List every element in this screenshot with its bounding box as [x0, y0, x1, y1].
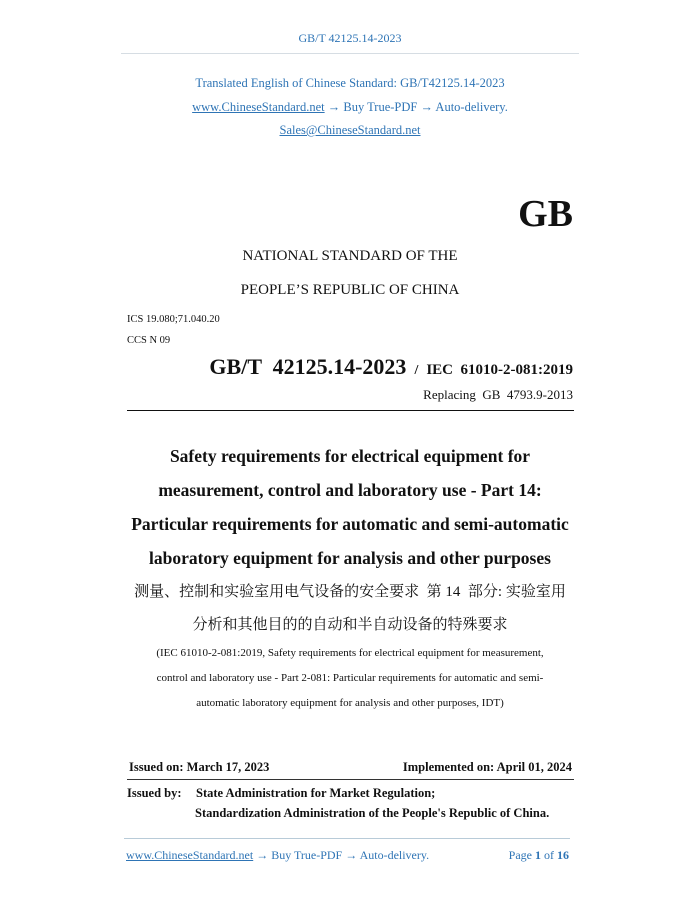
implemented-date: Implemented on: April 01, 2024 [402, 760, 572, 774]
dates-divider [127, 779, 574, 780]
standard-number: GB/T 42125.14-2023 [209, 354, 407, 379]
issued-date: Issued on: March 17, 2023 [129, 760, 270, 774]
gb-logo: GB [518, 193, 573, 235]
header-divider [121, 53, 579, 54]
title-zh-2: 分析和其他目的的自动和半自动设备的特殊要求 [192, 617, 508, 633]
ics-code: ICS 19.080;71.040.20 [127, 314, 220, 325]
footer-links [126, 848, 429, 863]
title-en-1: Safety requirements for electrical equipment for [169, 446, 531, 466]
title-en-3: Particular requirements for automatic and semi-automatic [131, 514, 569, 534]
footer-divider [124, 838, 570, 839]
title-divider [127, 410, 574, 411]
site-link[interactable]: www.ChineseStandard.net [192, 100, 325, 114]
issued-by-label: Issued by: [127, 786, 182, 800]
title-en-4: laboratory equipment for analysis and other purposes [149, 548, 551, 568]
slash: / [414, 363, 419, 378]
promo-line: Translated English of Chinese Standard: GB/T42125.14-2023 [195, 76, 505, 90]
footer-text: → Buy True-PDF → Auto-delivery. [253, 848, 430, 862]
page-indicator [509, 848, 569, 863]
footer-site-link[interactable]: www.ChineseStandard.net [126, 848, 254, 862]
national-line1: NATIONAL STANDARD OF THE [242, 248, 458, 264]
title-zh-1: 测量、控制和实验室用电气设备的安全要求 第 14 部分: 实验室用 [134, 584, 566, 600]
iec-note-2: control and laboratory use - Part 2-081: Particular requirements for automatic and semi- [156, 672, 544, 684]
page-label: Page [508, 848, 532, 862]
iec-number: IEC 61010-2-081:2019 [426, 362, 573, 378]
standard-number-line [209, 354, 573, 380]
promo-text: → Buy True-PDF → Auto-delivery. [324, 100, 508, 114]
replacing: Replacing GB 4793.9-2013 [423, 387, 573, 402]
page-number: 1 [535, 848, 541, 862]
email-link[interactable]: Sales@ChineseStandard.net [279, 123, 421, 137]
issuer-1: State Administration for Market Regulation; [196, 786, 436, 800]
email-line [0, 123, 700, 138]
iec-note-3: automatic laboratory equipment for analysis and other purposes, IDT) [196, 697, 504, 709]
national-line2: PEOPLE’S REPUBLIC OF CHINA [240, 282, 460, 298]
issuer-2: Standardization Administration of the People's Republic of China. [195, 806, 550, 820]
running-header: GB/T 42125.14-2023 [298, 31, 402, 45]
iec-note-1: (IEC 61010-2-081:2019, Safety requirements for electrical equipment for measurement, [156, 647, 544, 659]
ccs-code: CCS N 09 [127, 335, 171, 346]
title-en-2: measurement, control and laboratory use - Part 14: [158, 480, 542, 500]
promo-links [0, 100, 700, 115]
page-total: 16 [557, 848, 569, 862]
of-label: of [544, 848, 554, 862]
